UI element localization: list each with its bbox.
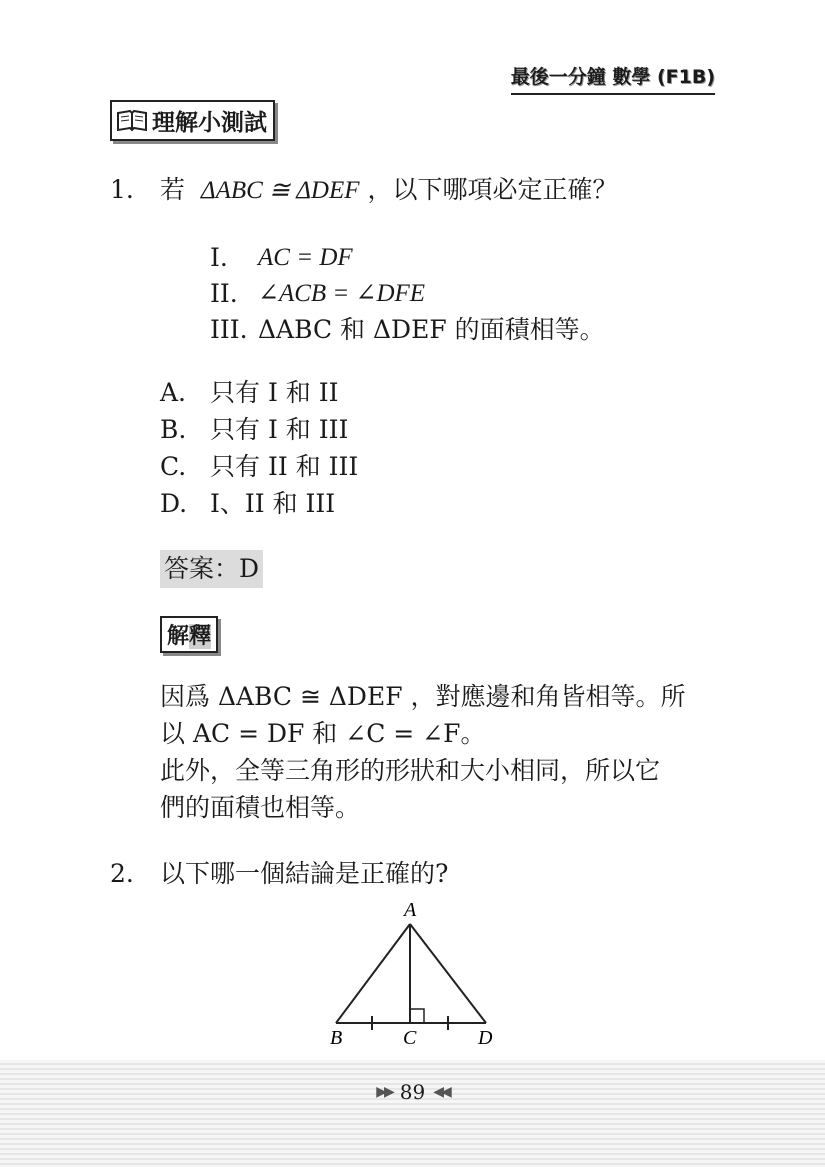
book-icon: [116, 109, 148, 133]
option-letter: C.: [160, 452, 187, 481]
statement-list: [210, 240, 605, 348]
vertex-label-b: B: [330, 1027, 343, 1049]
option-letter: B.: [160, 415, 187, 444]
explanation-heading-char: 釋: [189, 624, 212, 649]
side-ad: [410, 924, 486, 1023]
statement-text: ΔABC 和 ΔDEF 的面積相等。: [258, 315, 605, 344]
option-text: 只有 I 和 III: [210, 415, 349, 444]
question-text: 以下哪一個結論是正確的?: [160, 859, 449, 888]
running-header: 最後一分鐘 數學 (F1B): [511, 62, 715, 95]
page-number: 89: [399, 1080, 426, 1104]
statement-text: AC = DF: [258, 244, 353, 271]
answer-label: 答案：D: [160, 550, 263, 588]
double-left-arrow-icon: ◀◀: [433, 1084, 449, 1100]
option-list: [160, 374, 358, 522]
explanation-heading: [160, 616, 218, 653]
explanation-text: [160, 678, 720, 826]
page-number-row: [0, 1080, 825, 1104]
option-letter: D.: [160, 489, 188, 518]
footer-band: [0, 1060, 825, 1167]
congruence-expression: ΔABC ≅ ΔDEF: [200, 177, 360, 204]
statement-numeral: III.: [210, 315, 248, 344]
statement-item: [210, 276, 605, 312]
double-right-arrow-icon: ▶▶: [376, 1084, 392, 1100]
option-item: [160, 448, 358, 485]
explanation-heading-char: 解: [167, 624, 190, 649]
option-text: I、II 和 III: [210, 489, 336, 518]
option-item: [160, 411, 358, 448]
option-text: 只有 I 和 II: [210, 378, 339, 407]
option-item: [160, 374, 358, 411]
question-text: [160, 172, 618, 208]
triangle-figure: [320, 896, 510, 1056]
statement-text: ∠ACB = ∠DFE: [258, 280, 426, 307]
option-item: [160, 485, 358, 522]
question-number: 2.: [110, 859, 134, 888]
statement-item: [210, 312, 605, 348]
section-title: [110, 100, 275, 141]
explanation-line: 以 AC = DF 和 ∠C = ∠F。: [160, 719, 486, 748]
option-text: 只有 II 和 III: [210, 452, 359, 481]
explanation-line: 此外，全等三角形的形狀和大小相同，所以它: [160, 756, 661, 785]
vertex-label-a: A: [404, 899, 417, 921]
explanation-line: 們的面積也相等。: [160, 793, 361, 822]
side-ab: [336, 924, 410, 1023]
statement-item: [210, 240, 605, 276]
vertex-label-c: C: [403, 1027, 417, 1049]
question-number: 1.: [110, 175, 134, 204]
question-suffix: ，以下哪項必定正確？: [367, 175, 618, 204]
statement-numeral: II.: [210, 279, 238, 308]
option-letter: A.: [160, 378, 187, 407]
section-title-text: 理解小測試: [152, 110, 267, 136]
question-prefix: 若: [160, 175, 186, 204]
vertex-label-d: D: [478, 1027, 493, 1049]
statement-numeral: I.: [210, 243, 228, 272]
right-angle-marker: [410, 1009, 424, 1023]
explanation-line: 因爲 ΔABC ≅ ΔDEF ，對應邊和角皆相等。所: [160, 682, 686, 711]
